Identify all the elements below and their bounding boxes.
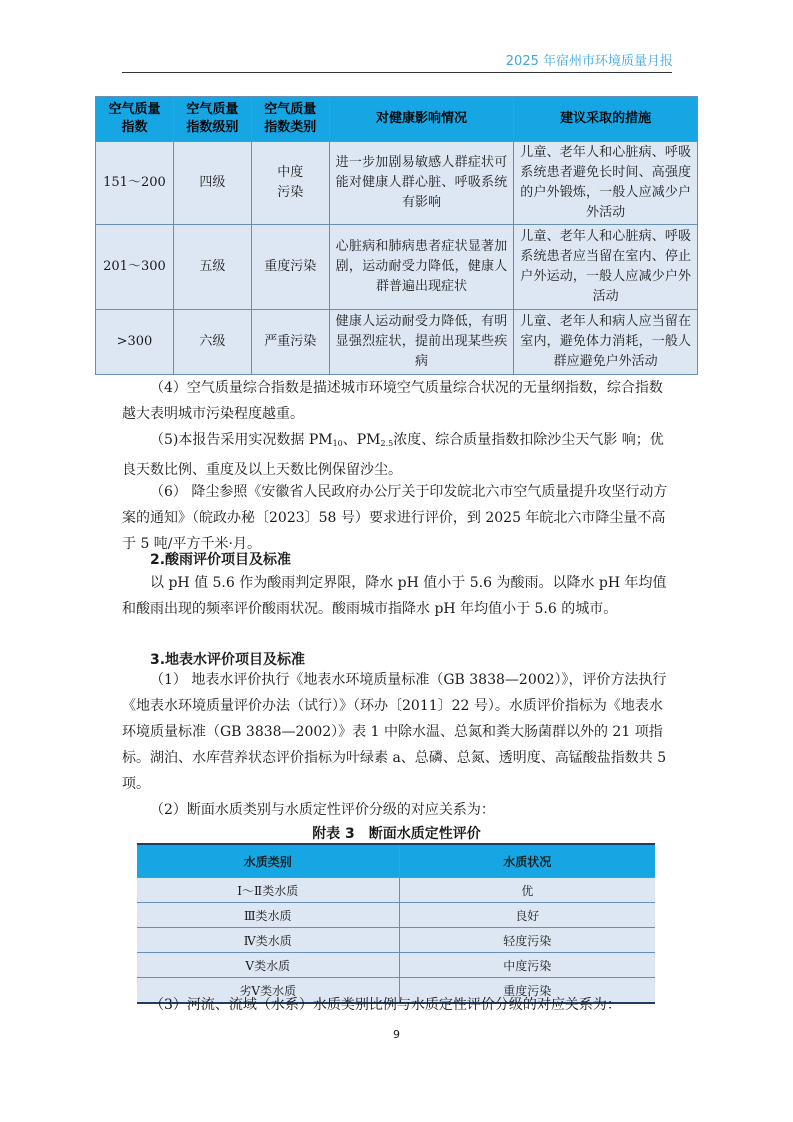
water-header-class: 水质类别 [137,844,399,878]
water-class: Ⅳ类水质 [137,928,399,953]
note-paragraph-6: （6） 降尘参照《安徽省人民政府办公厅关于印发皖北六市空气质量提升攻坚行动方案的通知》（皖政办秘〔2023〕58 号）要求进行评价，到 2025 年皖北六市降尘量不高于 5 吨/平方千米·月。 [122,484,668,552]
water-class: Ⅲ类水质 [137,903,399,928]
water-quality-table [137,843,655,1004]
aqi-impact: 进一步加剧易敏感人群症状可能对健康人群心脏、呼吸系统有影响 [329,142,514,225]
page-number: 9 [393,1028,400,1041]
note-paragraph-4: （4）空气质量综合指数是描述城市环境空气质量综合状况的无量纲指数，综合指数越大表明城市污染程度越重。 [122,380,663,422]
aqi-measures: 儿童、老年人和心脏病、呼吸系统患者应当留在室内、停止户外运动，一般人应减少户外活动 [514,225,698,310]
water-status: 优 [399,878,655,903]
aqi-header-index: 空气质量 指数 [96,97,174,142]
water-class: 劣Ⅴ类水质 [137,978,399,1004]
header-divider [122,72,672,73]
table-row [137,878,655,903]
aqi-impact: 健康人运动耐受力降低，有明显强烈症状，提前出现某些疾病 [329,310,514,375]
aqi-table [95,96,698,375]
table-row [96,142,698,225]
aqi-range: 201～300 [96,225,174,310]
pm25-subscript: 2.5 [380,439,394,448]
note-5-text-b: 、PM [342,432,381,448]
aqi-table-header-row [96,97,698,142]
acid-rain-paragraph: 以 pH 值 5.6 作为酸雨判定界限，降水 pH 值小于 5.6 为酸雨。以降水 pH 年均值和酸雨出现的频率评价酸雨状况。酸雨城市指降水 pH 年均值小于 5.6 的城市。 [122,575,667,617]
aqi-range: >300 [96,310,174,375]
note-paragraph-5 [122,427,674,483]
aqi-category: 重度污染 [251,225,329,310]
table-row [137,953,655,978]
surface-water-paragraph-3: （3）河流、流域（水系）水质类别比例与水质定性评价分级的对应关系为： [150,997,621,1013]
aqi-level: 四级 [173,142,251,225]
section-heading-acid-rain: 2.酸雨评价项目及标准 [150,552,292,568]
note-5-text-c: 浓度、综合质量指数扣除沙尘天气影 响；优良天数比例、重度及以上天数比例保留沙尘。 [122,432,664,478]
section-heading-surface-water: 3.地表水评价项目及标准 [150,652,306,668]
water-class: Ⅰ～Ⅱ类水质 [137,878,399,903]
surface-water-paragraph-2: （2）断面水质类别与水质定性评价分级的对应关系为： [150,802,495,818]
aqi-header-level: 空气质量 指数级别 [173,97,251,142]
water-class: Ⅴ类水质 [137,953,399,978]
aqi-category: 中度 污染 [251,142,329,225]
aqi-impact: 心脏病和肺病患者症状显著加剧，运动耐受力降低，健康人群普遍出现症状 [329,225,514,310]
table-row [137,928,655,953]
aqi-level: 五级 [173,225,251,310]
water-status: 重度污染 [399,978,655,1004]
aqi-header-measures: 建议采取的措施 [514,97,698,142]
water-table-caption: 附表 3 断面水质定性评价 [312,826,481,842]
aqi-measures: 儿童、老年人和病人应当留在室内，避免体力消耗，一般人群应避免户外活动 [514,310,698,375]
aqi-category: 严重污染 [251,310,329,375]
pm10-subscript: 10 [332,439,343,448]
surface-water-paragraph-1: （1） 地表水评价执行《地表水环境质量标准（GB 3838—2002）》，评价方法执行《地表水环境质量评价办法（试行）》（环办〔2011〕22 号）。水质评价指标为《地表水环境质量标准（GB 3838—2002）》表 1 中除水温、总氮和粪大肠菌群以外的 21 项指标。湖泊、水库营养状态评价指标为叶绿素 a、总磷、总氮、透明度、高锰酸盐指数共 5 项。 [122,672,667,792]
aqi-measures: 儿童、老年人和心脏病、呼吸系统患者避免长时间、高强度的户外锻炼，一般人应减少户外活动 [514,142,698,225]
table-row [96,225,698,310]
water-status: 轻度污染 [399,928,655,953]
aqi-level: 六级 [173,310,251,375]
aqi-range: 151～200 [96,142,174,225]
table-row [137,903,655,928]
aqi-header-category: 空气质量 指数类别 [251,97,329,142]
aqi-header-impact: 对健康影响情况 [329,97,514,142]
water-status: 中度污染 [399,953,655,978]
water-table-header-row [137,844,655,878]
note-5-text-a: （5)本报告采用实况数据 PM [150,432,333,448]
report-header-title: 2025 年宿州市环境质量月报 [505,54,673,69]
water-header-status: 水质状况 [399,844,655,878]
table-row [96,310,698,375]
water-status: 良好 [399,903,655,928]
